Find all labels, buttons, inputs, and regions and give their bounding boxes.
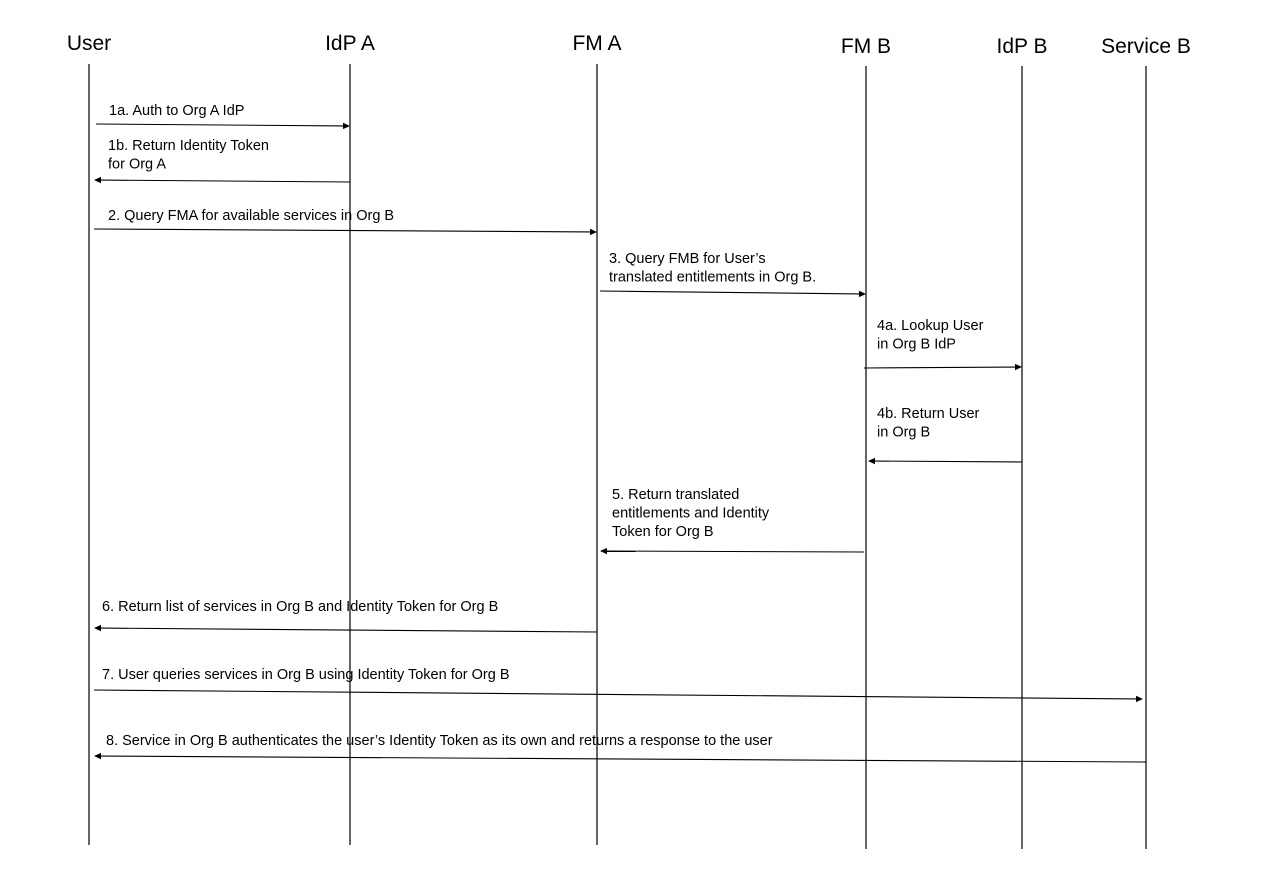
arrowhead-1a xyxy=(343,123,350,129)
message-2 xyxy=(94,208,597,235)
message-label-8-line-1: 8. Service in Org B authenticates the user’s Identity Token as its own and returns a response to the user xyxy=(106,733,773,749)
arrow-line-2 xyxy=(94,229,590,232)
arrowhead-6 xyxy=(94,625,101,631)
message-label-4a-line-2: in Org B IdP xyxy=(877,336,956,353)
message-label-3-line-2: translated entitlements in Org B. xyxy=(609,269,817,286)
message-4a xyxy=(864,318,1022,370)
message-label-5-line-2: entitlements and Identity xyxy=(612,505,770,522)
message-3 xyxy=(600,251,866,297)
actor-label-idpb: IdP B xyxy=(996,35,1048,58)
arrow-line-1b xyxy=(101,180,350,182)
message-label-1b-line-2: for Org A xyxy=(108,156,167,173)
arrow-line-5 xyxy=(607,551,864,552)
message-5 xyxy=(600,487,864,554)
message-8 xyxy=(94,733,1146,762)
arrow-line-7 xyxy=(94,690,1136,699)
message-1b xyxy=(94,138,350,183)
arrow-line-1a xyxy=(96,124,343,126)
message-label-1b-line-1: 1b. Return Identity Token xyxy=(108,138,269,154)
message-label-1a-line-1: 1a. Auth to Org A IdP xyxy=(109,103,245,119)
message-label-2-line-1: 2. Query FMA for available services in Org B xyxy=(108,208,395,224)
arrow-line-3 xyxy=(600,291,859,294)
arrowhead-8 xyxy=(94,753,101,759)
arrowhead-7 xyxy=(1136,696,1143,702)
message-7 xyxy=(94,667,1143,702)
actor-label-fmb: FM B xyxy=(840,35,892,58)
actor-label-serviceb: Service B xyxy=(1101,35,1191,58)
arrowhead-2 xyxy=(590,229,597,235)
message-label-4a-line-1: 4a. Lookup User xyxy=(877,318,984,334)
arrowhead-4b xyxy=(868,458,875,464)
arrowhead-3 xyxy=(859,291,866,297)
message-label-5-line-1: 5. Return translated xyxy=(612,487,740,503)
message-6 xyxy=(94,599,597,632)
message-label-4b-line-2: in Org B xyxy=(877,424,931,441)
actor-label-fma: FM A xyxy=(572,32,622,55)
message-label-5-line-3: Token for Org B xyxy=(612,524,714,540)
message-label-6-line-1: 6. Return list of services in Org B and Identity Token for Org B xyxy=(102,599,499,615)
actor-label-idpa: IdP A xyxy=(325,32,375,55)
arrowhead-5 xyxy=(600,548,607,554)
arrow-line-8 xyxy=(101,756,1146,762)
message-1a xyxy=(96,103,350,129)
arrowhead-1b xyxy=(94,177,101,183)
arrow-line-4b xyxy=(875,461,1022,462)
message-label-3-line-1: 3. Query FMB for User’s xyxy=(609,251,766,267)
actor-label-user: User xyxy=(66,32,112,55)
message-label-7-line-1: 7. User queries services in Org B using Identity Token for Org B xyxy=(102,667,510,683)
arrow-line-4a xyxy=(864,367,1015,368)
message-label-4b-line-1: 4b. Return User xyxy=(877,406,980,422)
arrowhead-4a xyxy=(1015,364,1022,370)
arrow-line-6 xyxy=(101,628,597,632)
message-4b xyxy=(868,406,1022,464)
